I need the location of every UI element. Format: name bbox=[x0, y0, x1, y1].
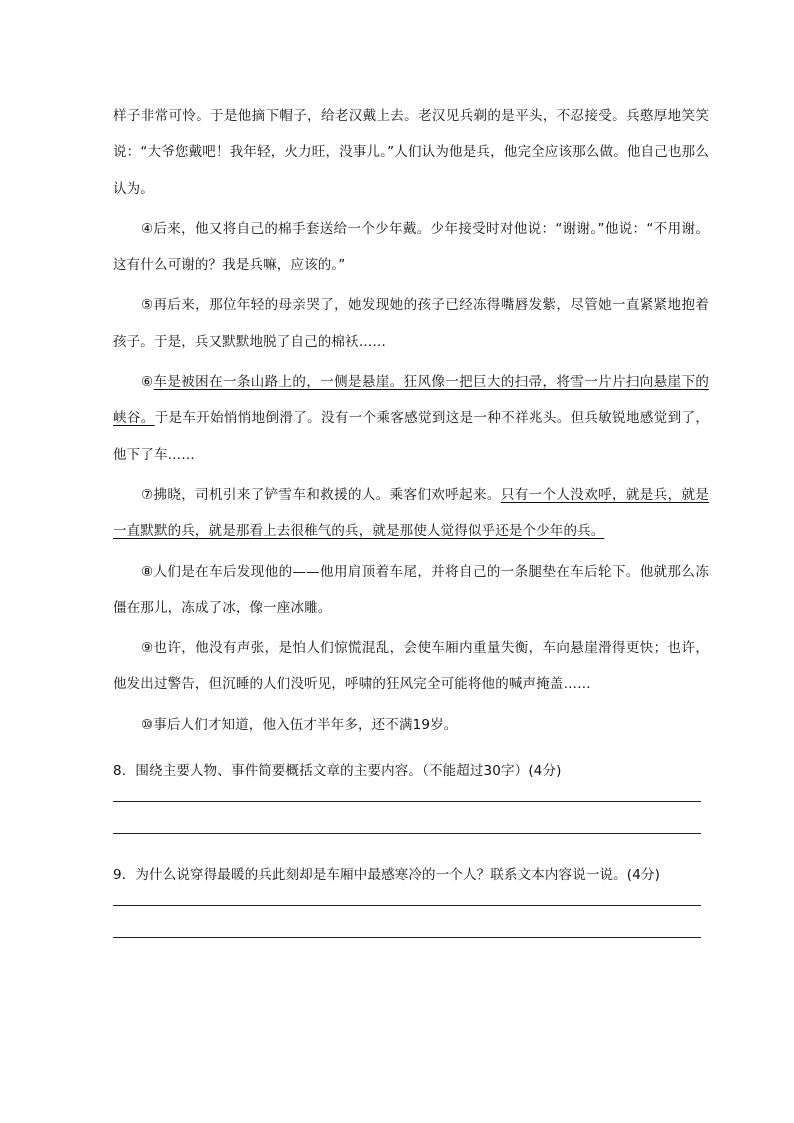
paragraph-6-underlined-sentence: 车是被困在一条山路上的，一侧是悬崖。狂风像一把巨大的扫帚，将雪一片片扫向悬崖下的峡谷。 bbox=[113, 374, 709, 427]
paragraph-10: ⑩事后人们才知道，他入伍才半年多，还不满19岁。 bbox=[141, 716, 458, 733]
question-9: 9．为什么说穿得最暖的兵此刻却是车厢中最感寒冷的一个人？联系文本内容说一说。(4分) bbox=[113, 867, 661, 884]
question-8-answer-area bbox=[113, 801, 709, 834]
paragraph-7-plain: ⑦拂晓，司机引来了铲雪车和救援的人。乘客们欢呼起来。 bbox=[141, 486, 501, 503]
answer-line bbox=[113, 905, 701, 906]
question-9-answer-area bbox=[113, 905, 709, 938]
paragraph-3-continued: 样子非常可怜。于是他摘下帽子，给老汉戴上去。老汉见兵剃的是平头，不忍接受。兵憨厚地笑笑说：“大爷您戴吧！我年轻，火力旺，没事儿。”人们认为他是兵，他完全应该那么做。他自己也那么认为。 bbox=[113, 108, 709, 197]
paragraph-7-underlined-sentence: 只有一个人没欢呼，就是兵，就是一直默默的兵，就是那看上去很稚气的兵，就是那使人觉得似乎还是个少年的兵。 bbox=[113, 486, 710, 540]
paragraph-6-rest: 于是车开始悄悄地倒滑了。没有一个乘客感觉到这是一种不祥兆头。但兵敏锐地感觉到了，他下了车…… bbox=[113, 410, 710, 463]
answer-line bbox=[113, 937, 701, 938]
answer-line bbox=[113, 833, 701, 834]
question-8: 8．围绕主要人物、事件简要概括文章的主要内容。（不能超过30字）(4分) bbox=[113, 763, 562, 780]
paragraph-7 bbox=[113, 477, 709, 550]
paragraph-4: ④后来，他又将自己的棉手套送给一个少年戴。少年接受时对他说：“谢谢。”他说：“不用谢。这有什么可谢的？我是兵嘛，应该的。” bbox=[113, 220, 709, 274]
paragraph-5: ⑤再后来，那位年轻的母亲哭了，她发现她的孩子已经冻得嘴唇发紫，尽管她一直紧紧地抱着孩子。于是，兵又默默地脱了自己的棉袄…… bbox=[113, 297, 709, 350]
paragraph-9: ⑨也许，他没有声张，是怕人们惊慌混乱，会使车厢内重量失衡，车向悬崖滑得更快；也许，他发出过警告，但沉睡的人们没听见，呼啸的狂风完全可能将他的喊声掩盖…… bbox=[113, 640, 709, 693]
paragraph-6-marker: ⑥ bbox=[141, 374, 154, 391]
passage-content bbox=[113, 98, 709, 969]
answer-line bbox=[113, 801, 701, 802]
paragraph-6 bbox=[113, 364, 709, 473]
paragraph-8: ⑧人们是在车后发现他的——他用肩顶着车尾，并将自己的一条腿垫在车后轮下。他就那么冻僵在那儿，冻成了冰，像一座冰雕。 bbox=[113, 563, 709, 616]
